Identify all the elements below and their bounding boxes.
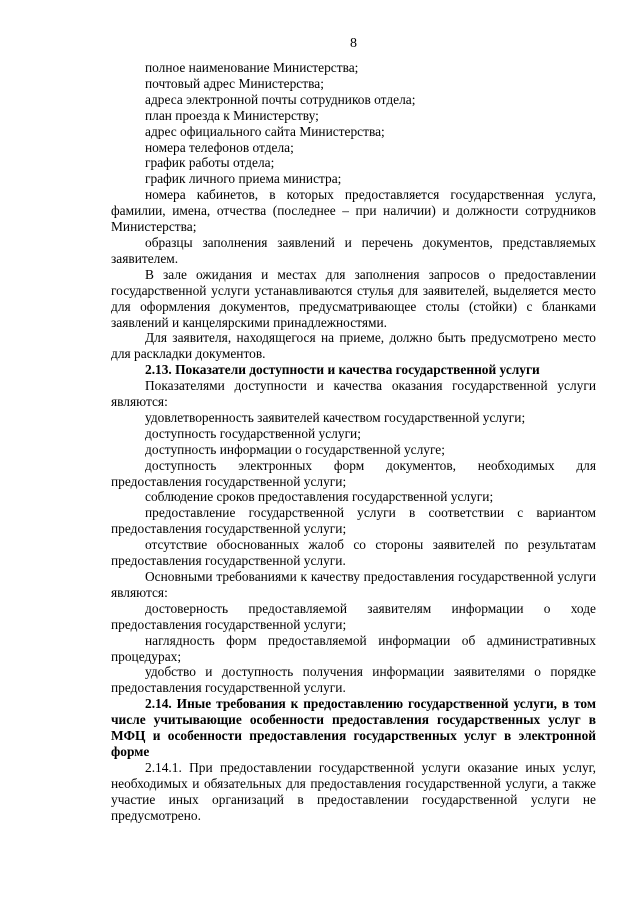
paragraph: доступность информации о государственной услуге;: [145, 441, 445, 457]
paragraph: достоверность предоставляемой заявителям информации о ходе предоставления государственной услуги;: [111, 600, 596, 632]
paragraph: предоставление государственной услуги в соответствии с вариантом предоставления государственной услуги;: [111, 505, 596, 537]
paragraph: образцы заполнения заявлений и перечень документов, представляемых заявителем.: [111, 234, 596, 266]
paragraph: Для заявителя, находящегося на приеме, должно быть предусмотрено место для раскладки документов.: [111, 330, 596, 362]
paragraph: удобство и доступность получения информации заявителями о порядке предоставления государственной услуги.: [111, 664, 596, 696]
paragraph: номера кабинетов, в которых предоставляется государственная услуга, фамилии, имена, отчества (последнее – при наличии) и должности сотрудников Министерства;: [111, 187, 596, 235]
paragraph: наглядность форм предоставляемой информации об административных процедурах;: [111, 632, 596, 664]
document-body: [111, 60, 596, 824]
paragraph: почтовый адрес Министерства;: [145, 75, 324, 91]
paragraph: полное наименование Министерства;: [145, 60, 359, 75]
paragraph: Показателями доступности и качества оказания государственной услуги являются:: [111, 378, 596, 410]
paragraph: доступность электронных форм документов, необходимых для предоставления государственной услуги;: [111, 457, 596, 489]
paragraph: соблюдение сроков предоставления государственной услуги;: [145, 489, 494, 505]
paragraph: Основными требованиями к качеству предоставления государственной услуги являются:: [111, 569, 596, 600]
paragraph: доступность государственной услуги;: [145, 425, 361, 441]
paragraph: адрес официального сайта Министерства;: [145, 123, 385, 139]
paragraph: 2.14.1. При предоставлении государственной услуги оказание иных услуг, необходимых и обязательных для предоставления государственной услуги, а также участие иных организаций в предоставлении государственной услуги не предусмотрено.: [111, 759, 596, 823]
section-heading: 2.14. Иные требования к предоставлению государственной услуги, в том числе учитывающие особенности предоставления государственных услуг в МФЦ и особенности предоставления государственных услуг в электронной форме: [111, 696, 596, 759]
page-number: 8: [350, 36, 357, 51]
paragraph: адреса электронной почты сотрудников отдела;: [145, 91, 416, 107]
section-heading: 2.13. Показатели доступности и качества государственной услуги: [145, 362, 540, 378]
paragraph: отсутствие обоснованных жалоб со стороны заявителей по результатам предоставления государственной услуги.: [111, 537, 596, 569]
paragraph: график работы отдела;: [145, 155, 275, 171]
paragraph: В зале ожидания и местах для заполнения запросов о предоставлении государственной услуги устанавливаются стулья для заявителей, выделяется место для оформления документов, предусматривающее столы (стойки) с бланками заявлений и канцелярскими принадлежностями.: [111, 266, 596, 330]
paragraph: удовлетворенность заявителей качеством государственной услуги;: [145, 409, 526, 425]
paragraph: номера телефонов отдела;: [145, 139, 294, 155]
paragraph: план проезда к Министерству;: [145, 107, 319, 123]
paragraph: график личного приема министра;: [145, 171, 342, 187]
